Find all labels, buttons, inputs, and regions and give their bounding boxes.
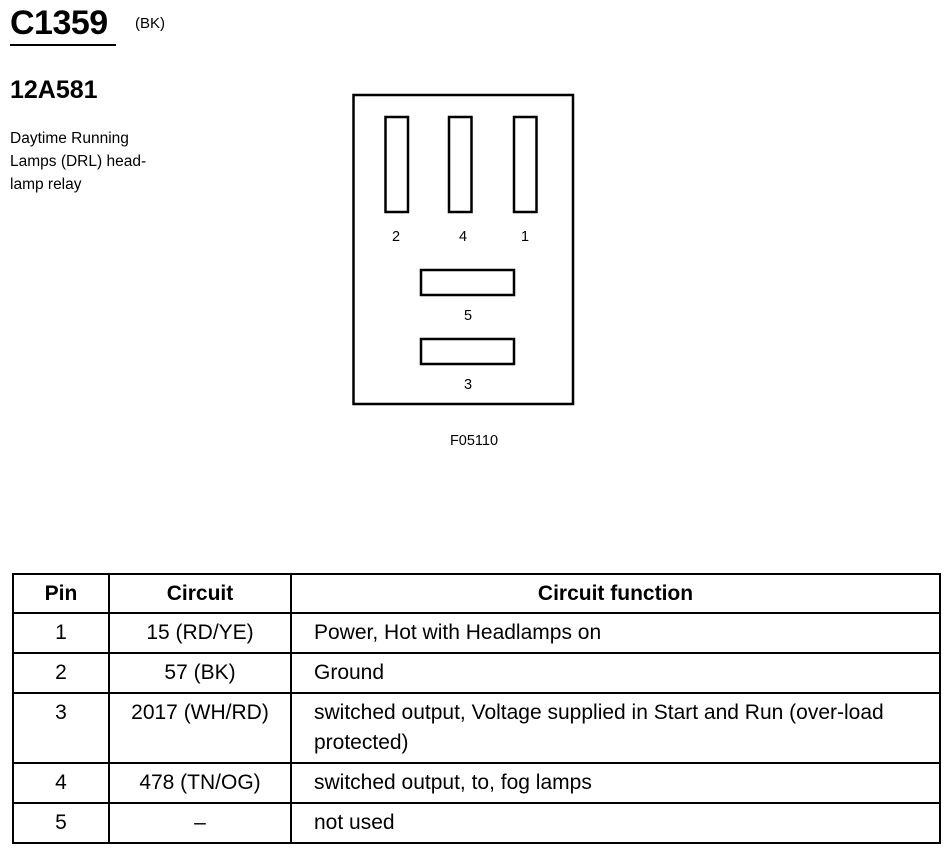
circuit-cell: 57 (BK) <box>109 653 291 693</box>
pin-cell: 5 <box>13 803 109 843</box>
pin-cell: 2 <box>13 653 109 693</box>
pin-cell: 3 <box>13 693 109 763</box>
pin-1-label: 1 <box>520 229 530 245</box>
pin-cell: 1 <box>13 613 109 653</box>
function-cell: switched output, to, fog lamps <box>291 763 940 803</box>
function-cell: Power, Hot with Headlamps on <box>291 613 940 653</box>
pin-4-terminal <box>449 117 472 212</box>
table-row <box>13 763 940 803</box>
circuit-cell: 2017 (WH/RD) <box>109 693 291 763</box>
function-cell: not used <box>291 803 940 843</box>
part-description-line: Lamps (DRL) head- <box>10 153 147 170</box>
connector-id: C1359 <box>10 4 108 42</box>
header-circuit-function: Circuit function <box>291 574 940 613</box>
part-description-line: Daytime Running <box>10 130 129 147</box>
header-circuit: Circuit <box>109 574 291 613</box>
header-pin: Pin <box>13 574 109 613</box>
circuit-cell: 15 (RD/YE) <box>109 613 291 653</box>
circuit-cell: 478 (TN/OG) <box>109 763 291 803</box>
pin-1-terminal <box>514 117 537 212</box>
pin-2-label: 2 <box>391 229 401 245</box>
circuit-cell: – <box>109 803 291 843</box>
pin-5-label: 5 <box>463 308 473 324</box>
pin-3-label: 3 <box>463 377 473 393</box>
table-row <box>13 693 940 763</box>
pin-table <box>12 573 941 844</box>
part-number: 12A581 <box>10 76 98 104</box>
part-description-line: lamp relay <box>10 176 82 193</box>
table-row <box>13 613 940 653</box>
pin-3-terminal <box>421 339 514 364</box>
pin-5-terminal <box>421 270 514 295</box>
table-header-row <box>13 574 940 613</box>
function-cell: switched output, Voltage supplied in Start and Run (over-load protected) <box>291 693 940 763</box>
pin-4-label: 4 <box>458 229 468 245</box>
table-row <box>13 803 940 843</box>
figure-code: F05110 <box>449 433 499 449</box>
function-cell: Ground <box>291 653 940 693</box>
pin-2-terminal <box>386 117 409 212</box>
table-row <box>13 653 940 693</box>
connector-color: (BK) <box>135 15 165 32</box>
pin-cell: 4 <box>13 763 109 803</box>
